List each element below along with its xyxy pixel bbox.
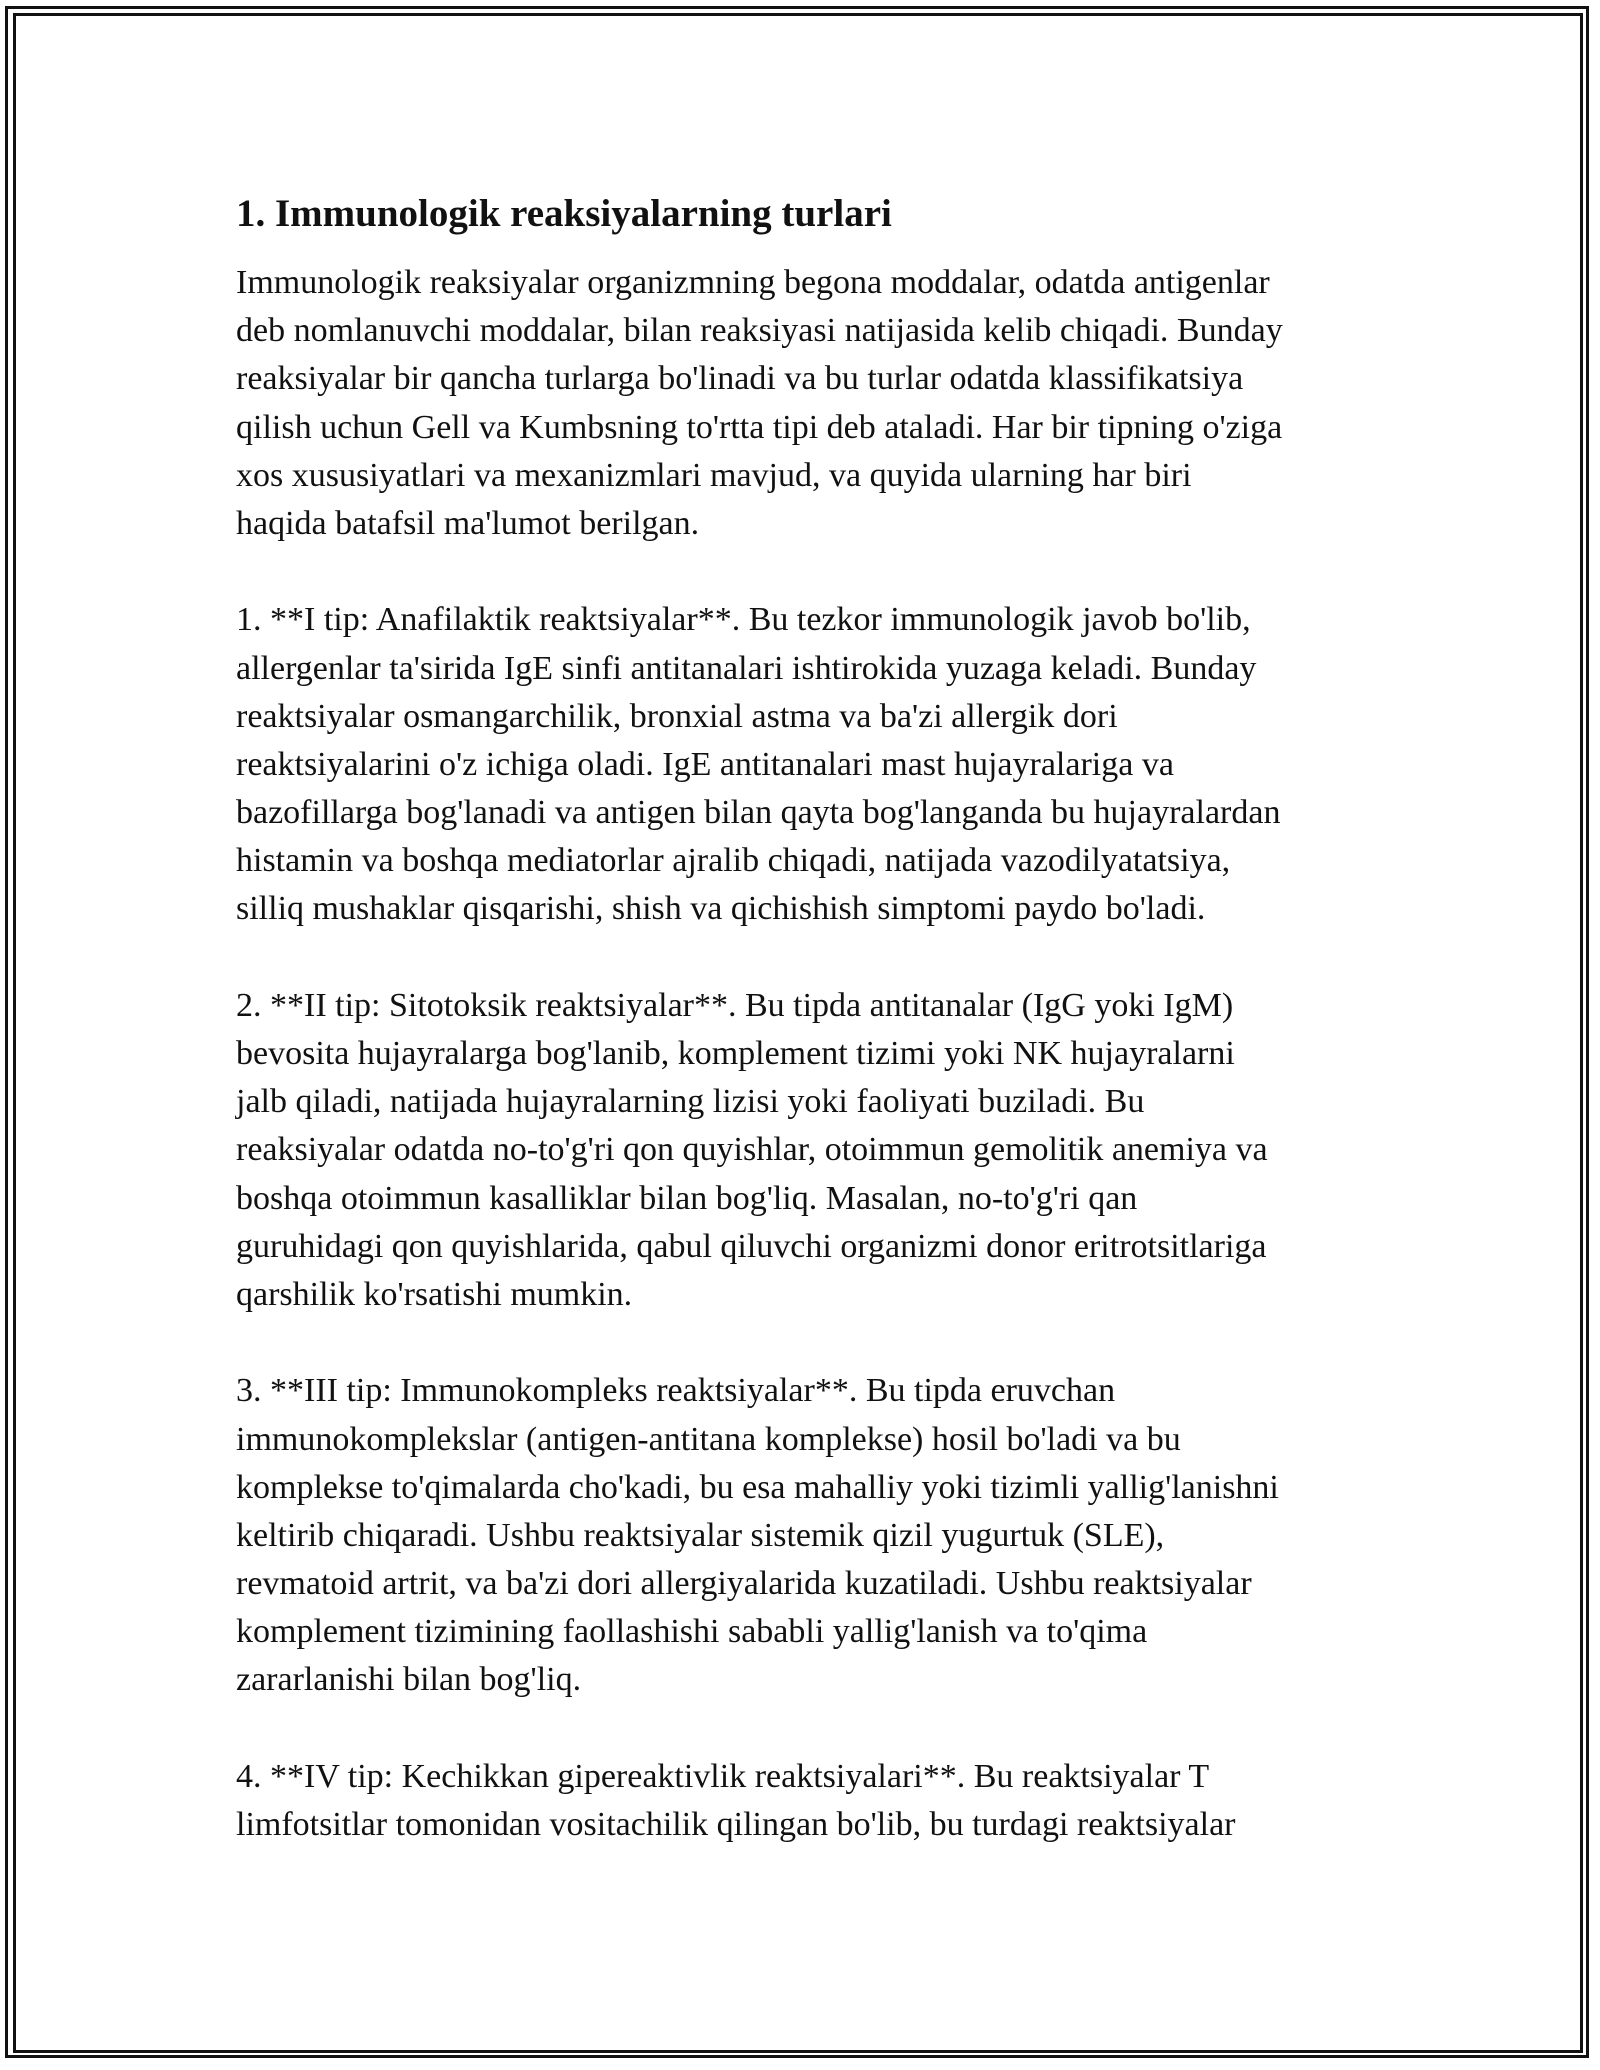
text-line: reaktsiyalar osmangarchilik, bronxial astma va ba'zi allergik dori bbox=[236, 697, 1118, 735]
paragraph-gap bbox=[236, 548, 1386, 596]
paragraph bbox=[236, 1753, 1386, 1849]
document-text bbox=[236, 259, 1386, 1849]
text-line: xos xususiyatlari va mexanizmlari mavjud, va quyida ularning har biri bbox=[236, 456, 1192, 494]
text-line: guruhidagi qon quyishlarida, qabul qiluvchi organizmi donor eritrotsitlariga bbox=[236, 1227, 1267, 1265]
document-body bbox=[236, 186, 1386, 1849]
paragraph bbox=[236, 596, 1386, 933]
text-line: 3. **III tip: Immunokompleks reaktsiyalar**. Bu tipda eruvchan bbox=[236, 1372, 1116, 1410]
paragraph bbox=[236, 1367, 1386, 1704]
paragraph-gap bbox=[236, 934, 1386, 982]
paragraph-gap bbox=[236, 1319, 1386, 1367]
text-line: immunokomplekslar (antigen-antitana komplekse) hosil bo'ladi va bu bbox=[236, 1420, 1181, 1458]
text-line: deb nomlanuvchi moddalar, bilan reaksiyasi natijasida kelib chiqadi. Bunday bbox=[236, 312, 1283, 350]
text-line: limfotsitlar tomonidan vositachilik qilingan bo'lib, bu turdagi reaktsiyalar bbox=[236, 1806, 1236, 1843]
text-line: silliq mushaklar qisqarishi, shish va qichishish simptomi paydo bo'ladi. bbox=[236, 890, 1206, 928]
text-line: 2. **II tip: Sitotoksik reaktsiyalar**. Bu tipda antitanalar (IgG yoki IgM) bbox=[236, 986, 1234, 1024]
text-line: zararlanishi bilan bog'liq. bbox=[236, 1661, 582, 1699]
paragraph-gap bbox=[236, 1705, 1386, 1753]
text-line: histamin va boshqa mediatorlar ajralib chiqadi, natijada vazodilyatatsiya, bbox=[236, 842, 1231, 880]
text-line: qarshilik ko'rsatishi mumkin. bbox=[236, 1275, 633, 1313]
text-line: Immunologik reaksiyalar organizmning begona moddalar, odatda antigenlar bbox=[236, 264, 1270, 301]
text-line: bevosita hujayralarga bog'lanib, komplement tizimi yoki NK hujayralarni bbox=[236, 1035, 1235, 1072]
text-line: komplekse to'qimalarda cho'kadi, bu esa mahalliy yoki tizimli yallig'lanishni bbox=[236, 1468, 1279, 1506]
section-heading: 1. Immunologik reaksiyalarning turlari bbox=[236, 192, 892, 235]
text-line: keltirib chiqaradi. Ushbu reaktsiyalar sistemik qizil yugurtuk (SLE), bbox=[236, 1516, 1165, 1554]
text-line: allergenlar ta'sirida IgE sinfi antitanalari ishtirokida yuzaga keladi. Bunday bbox=[236, 649, 1257, 687]
paragraph bbox=[236, 982, 1386, 1319]
text-line: bazofillarga bog'lanadi va antigen bilan qayta bog'langanda bu hujayralardan bbox=[236, 794, 1281, 832]
text-line: haqida batafsil ma'lumot berilgan. bbox=[236, 504, 700, 542]
text-line: boshqa otoimmun kasalliklar bilan bog'liq. Masalan, no-to'g'ri qan bbox=[236, 1179, 1138, 1217]
text-line: reaktsiyalarini o'z ichiga oladi. IgE antitanalari mast hujayralariga va bbox=[236, 745, 1174, 783]
paragraph bbox=[236, 259, 1386, 548]
text-line: revmatoid artrit, va ba'zi dori allergiyalarida kuzatiladi. Ushbu reaktsiyalar bbox=[236, 1565, 1252, 1603]
text-line: 1. **I tip: Anafilaktik reaktsiyalar**. Bu tezkor immunologik javob bo'lib, bbox=[236, 601, 1251, 639]
text-line: qilish uchun Gell va Kumbsning to'rtta tipi deb ataladi. Har bir tipning o'ziga bbox=[236, 408, 1283, 446]
text-line: komplement tizimining faollashishi sababli yallig'lanish va to'qima bbox=[236, 1613, 1148, 1651]
text-line: reaksiyalar bir qancha turlarga bo'linadi va bu turlar odatda klassifikatsiya bbox=[236, 360, 1244, 398]
text-line: jalb qiladi, natijada hujayralarning lizisi yoki faoliyati buziladi. Bu bbox=[236, 1083, 1145, 1121]
text-line: reaksiyalar odatda no-to'g'ri qon quyishlar, otoimmun gemolitik anemiya va bbox=[236, 1131, 1268, 1169]
text-line: 4. **IV tip: Kechikkan gipereaktivlik reaktsiyalari**. Bu reaktsiyalar T bbox=[236, 1757, 1210, 1795]
